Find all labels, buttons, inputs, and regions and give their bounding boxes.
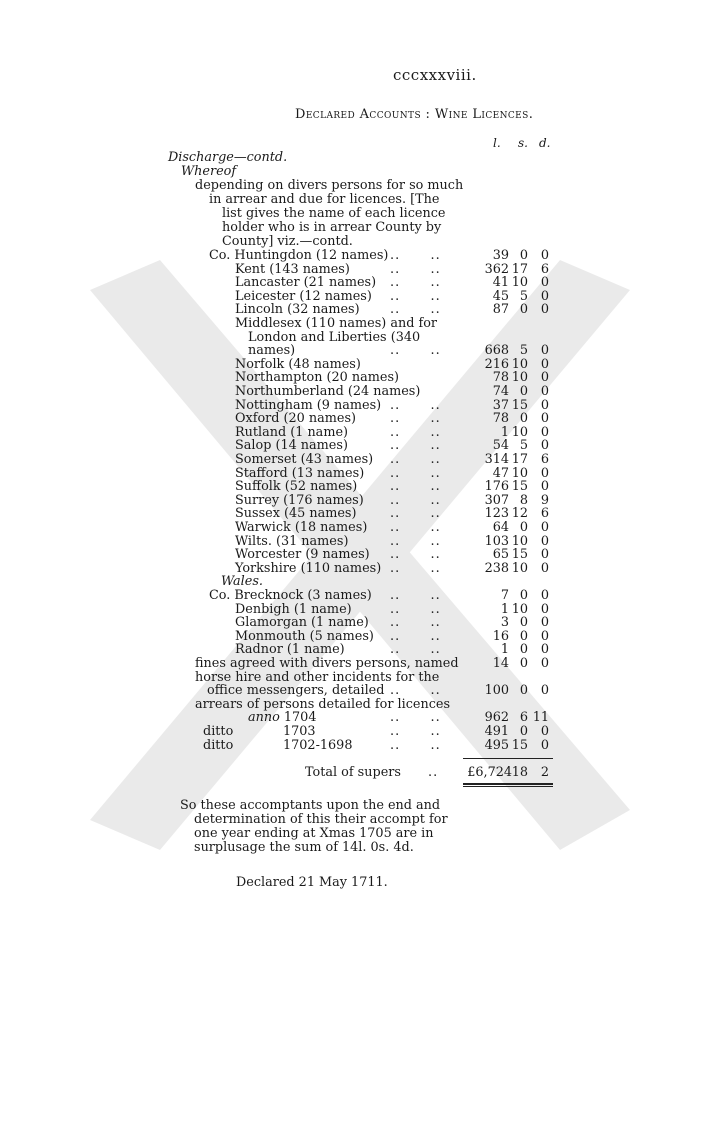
leader-dots: .. .. <box>390 343 441 359</box>
leader-dots: .. .. <box>390 492 441 508</box>
amount-d: 0 <box>540 384 549 399</box>
amount-l: 39 <box>492 248 509 263</box>
total-pence: 2 <box>540 765 549 780</box>
intro-line: holder who is in arrear County by <box>222 220 442 235</box>
amount-d: 0 <box>540 370 549 386</box>
amount-d: 0 <box>540 438 549 454</box>
amount-s: 5 <box>519 438 528 454</box>
heading-whereof: Whereof <box>181 164 237 179</box>
amount-s: 0 <box>519 384 528 399</box>
heading-discharge: Discharge—contd. <box>168 150 288 165</box>
leader-dots: .. .. <box>390 288 441 304</box>
amount-s: 10 <box>511 424 528 440</box>
total-shillings: 18 <box>511 765 528 780</box>
intro-line: list gives the name of each licence <box>222 206 446 221</box>
amount-l: 65 <box>492 547 509 563</box>
row-label: ditto 1702-1698 <box>203 737 353 753</box>
amount-l: 45 <box>492 288 509 304</box>
amount-s: 10 <box>511 560 528 576</box>
amount-s: 10 <box>511 356 528 372</box>
row-label: Norfolk (48 names) <box>235 356 361 372</box>
amount-d: 0 <box>540 356 549 372</box>
amount-s: 5 <box>519 343 528 359</box>
amount-s: 0 <box>519 411 528 427</box>
row-label: Lincoln (32 names) <box>235 302 360 318</box>
amount-l: 1 <box>500 642 509 658</box>
amount-s: 0 <box>519 588 528 603</box>
amount-d: 0 <box>540 465 549 481</box>
amount-l: 238 <box>484 560 509 576</box>
amount-d: 9 <box>540 492 549 508</box>
amount-l: 123 <box>484 506 509 522</box>
column-head-shillings: s. <box>518 136 528 150</box>
amount-d: 0 <box>540 737 549 753</box>
amount-d: 11 <box>532 710 549 726</box>
row-label: Co. Brecknock (3 names) <box>209 588 372 603</box>
row-label: Denbigh (1 name) <box>235 601 352 617</box>
closing-line: So these accomptants upon the end and <box>180 798 441 813</box>
amount-s: 0 <box>519 724 528 739</box>
amount-d: 0 <box>540 601 549 617</box>
row-label: Monmouth (5 names) <box>235 628 374 644</box>
total-top-rule <box>463 758 553 759</box>
amount-l: 37 <box>492 397 509 413</box>
row-label: Leicester (12 names) <box>235 288 372 304</box>
amount-s: 15 <box>511 547 528 563</box>
leader-dots: .. .. <box>390 642 441 658</box>
leader-dots: .. .. <box>390 302 441 318</box>
amount-d: 0 <box>540 479 549 495</box>
amount-l: 491 <box>484 724 509 739</box>
amount-l: 100 <box>484 683 509 699</box>
row-label: Sussex (45 names) <box>235 506 357 522</box>
closing-line: one year ending at Xmas 1705 are in <box>194 826 434 841</box>
leader-dots: .. .. <box>390 683 441 699</box>
leader-dots: .. .. <box>390 724 441 739</box>
closing-line: surplusage the sum of 14l. 0s. 4d. <box>194 840 414 855</box>
amount-s: 0 <box>519 520 528 535</box>
amount-s: 0 <box>519 642 528 658</box>
total-leader-dots: .. <box>428 765 439 780</box>
intro-line: County] viz.—contd. <box>222 234 353 249</box>
amount-l: 78 <box>492 370 509 386</box>
amount-s: 0 <box>519 628 528 644</box>
row-label: Co. Huntingdon (12 names) <box>209 248 389 263</box>
amount-s: 5 <box>519 288 528 304</box>
amount-d: 0 <box>540 642 549 658</box>
amount-l: 14 <box>492 656 509 671</box>
row-label: Nottingham (9 names) <box>235 397 382 413</box>
amount-d: 0 <box>540 533 549 549</box>
amount-s: 6 <box>519 710 528 726</box>
row-label: Middlesex (110 names) and for <box>235 316 438 331</box>
leader-dots: .. .. <box>390 615 441 631</box>
row-label: Somerset (43 names) <box>235 452 374 467</box>
row-label: Surrey (176 names) <box>235 492 364 508</box>
leader-dots: .. .. <box>390 628 441 644</box>
amount-s: 0 <box>519 615 528 631</box>
amount-l: 41 <box>492 275 509 291</box>
leader-dots: .. .. <box>390 533 441 549</box>
row-label: anno 1704 <box>248 710 317 726</box>
row-label: Rutland (1 name) <box>235 424 349 440</box>
amount-d: 0 <box>540 520 549 535</box>
amount-d: 0 <box>540 275 549 291</box>
amount-l: 314 <box>484 452 509 467</box>
leader-dots: .. .. <box>390 261 441 277</box>
leader-dots: .. .. <box>390 560 441 576</box>
intro-line: in arrear and due for licences. [The <box>209 192 440 207</box>
leader-dots: .. .. <box>390 506 441 522</box>
total-double-rule <box>463 786 553 787</box>
amount-l: 3 <box>500 615 509 631</box>
amount-l: 307 <box>484 492 509 508</box>
amount-l: 176 <box>484 479 509 495</box>
amount-l: 362 <box>484 261 509 277</box>
row-label: Warwick (18 names) <box>235 520 368 535</box>
amount-s: 0 <box>519 248 528 263</box>
row-label: Wilts. (31 names) <box>235 533 349 549</box>
amount-d: 0 <box>540 411 549 427</box>
running-head: Declared Accounts : Wine Licences. <box>295 107 534 122</box>
amount-l: 74 <box>492 384 509 399</box>
column-head-pounds: l. <box>493 136 501 150</box>
leader-dots: .. .. <box>390 601 441 617</box>
amount-d: 0 <box>540 560 549 576</box>
amount-l: 78 <box>492 411 509 427</box>
row-label: Suffolk (52 names) <box>235 479 358 495</box>
row-label: Kent (143 names) <box>235 261 350 277</box>
amount-d: 6 <box>540 261 549 277</box>
amount-s: 10 <box>511 370 528 386</box>
amount-l: 495 <box>484 737 509 753</box>
amount-l: 7 <box>500 588 509 603</box>
leader-dots: .. .. <box>390 479 441 495</box>
column-head-pence: d. <box>539 136 551 150</box>
amount-l: 668 <box>484 343 509 359</box>
leader-dots: .. .. <box>390 588 441 603</box>
total-pounds: £6,724 <box>467 765 512 780</box>
amount-s: 10 <box>511 465 528 481</box>
total-label: Total of supers <box>305 765 401 780</box>
row-label: ditto 1703 <box>203 724 316 739</box>
amount-l: 216 <box>484 356 509 372</box>
row-label: Oxford (20 names) <box>235 411 357 427</box>
row-label: Stafford (13 names) <box>235 465 365 481</box>
amount-d: 0 <box>540 656 549 671</box>
row-label: Salop (14 names) <box>235 438 348 454</box>
row-label: Wales. <box>221 574 263 590</box>
intro-line: depending on divers persons for so much <box>195 178 464 193</box>
amount-d: 0 <box>540 724 549 739</box>
row-label: fines agreed with divers persons, named <box>195 656 459 671</box>
leader-dots: .. .. <box>390 411 441 427</box>
amount-d: 0 <box>540 288 549 304</box>
amount-s: 17 <box>511 452 528 467</box>
page-number: cccxxxviii. <box>393 66 477 84</box>
row-label: names) <box>248 343 296 359</box>
leader-dots: .. .. <box>390 520 441 535</box>
leader-dots: .. .. <box>390 397 441 413</box>
row-label: Northampton (20 names) <box>235 370 399 386</box>
row-label: London and Liberties (340 <box>248 329 421 345</box>
row-label: office messengers, detailed <box>207 683 385 699</box>
amount-l: 103 <box>484 533 509 549</box>
declared-date: Declared 21 May 1711. <box>236 875 388 890</box>
amount-s: 17 <box>511 261 528 277</box>
amount-s: 10 <box>511 275 528 291</box>
amount-d: 0 <box>540 615 549 631</box>
row-label: Glamorgan (1 name) <box>235 615 369 631</box>
row-label: Yorkshire (110 names) <box>235 560 382 576</box>
amount-s: 10 <box>511 533 528 549</box>
leader-dots: .. .. <box>390 438 441 454</box>
amount-l: 64 <box>492 520 509 535</box>
amount-l: 87 <box>492 302 509 318</box>
amount-s: 10 <box>511 601 528 617</box>
leader-dots: .. .. <box>390 248 441 263</box>
row-label: Worcester (9 names) <box>235 547 370 563</box>
amount-d: 6 <box>540 452 549 467</box>
amount-d: 0 <box>540 683 549 699</box>
amount-s: 15 <box>511 397 528 413</box>
closing-line: determination of this their accompt for <box>194 812 448 827</box>
amount-d: 0 <box>540 628 549 644</box>
amount-s: 15 <box>511 479 528 495</box>
amount-d: 0 <box>540 588 549 603</box>
row-label: Radnor (1 name) <box>235 642 345 658</box>
row-label: horse hire and other incidents for the <box>195 669 440 685</box>
leader-dots: .. .. <box>390 275 441 291</box>
leader-dots: .. .. <box>390 710 441 726</box>
amount-d: 6 <box>540 506 549 522</box>
amount-l: 16 <box>492 628 509 644</box>
amount-s: 15 <box>511 737 528 753</box>
amount-d: 0 <box>540 397 549 413</box>
amount-l: 47 <box>492 465 509 481</box>
amount-s: 0 <box>519 302 528 318</box>
amount-l: 1 <box>500 424 509 440</box>
total-double-rule <box>463 783 553 785</box>
leader-dots: .. .. <box>390 424 441 440</box>
amount-s: 0 <box>519 656 528 671</box>
leader-dots: .. .. <box>390 452 441 467</box>
amount-d: 0 <box>540 248 549 263</box>
amount-l: 1 <box>500 601 509 617</box>
amount-d: 0 <box>540 343 549 359</box>
amount-d: 0 <box>540 547 549 563</box>
amount-l: 962 <box>484 710 509 726</box>
amount-l: 54 <box>492 438 509 454</box>
amount-s: 8 <box>519 492 528 508</box>
amount-d: 0 <box>540 424 549 440</box>
row-label: Northumberland (24 names) <box>235 384 421 399</box>
leader-dots: .. .. <box>390 547 441 563</box>
amount-s: 12 <box>511 506 528 522</box>
leader-dots: .. .. <box>390 465 441 481</box>
row-label: arrears of persons detailed for licences <box>195 696 451 712</box>
row-label: Lancaster (21 names) <box>235 275 377 291</box>
amount-s: 0 <box>519 683 528 699</box>
leader-dots: .. .. <box>390 737 441 753</box>
amount-d: 0 <box>540 302 549 318</box>
